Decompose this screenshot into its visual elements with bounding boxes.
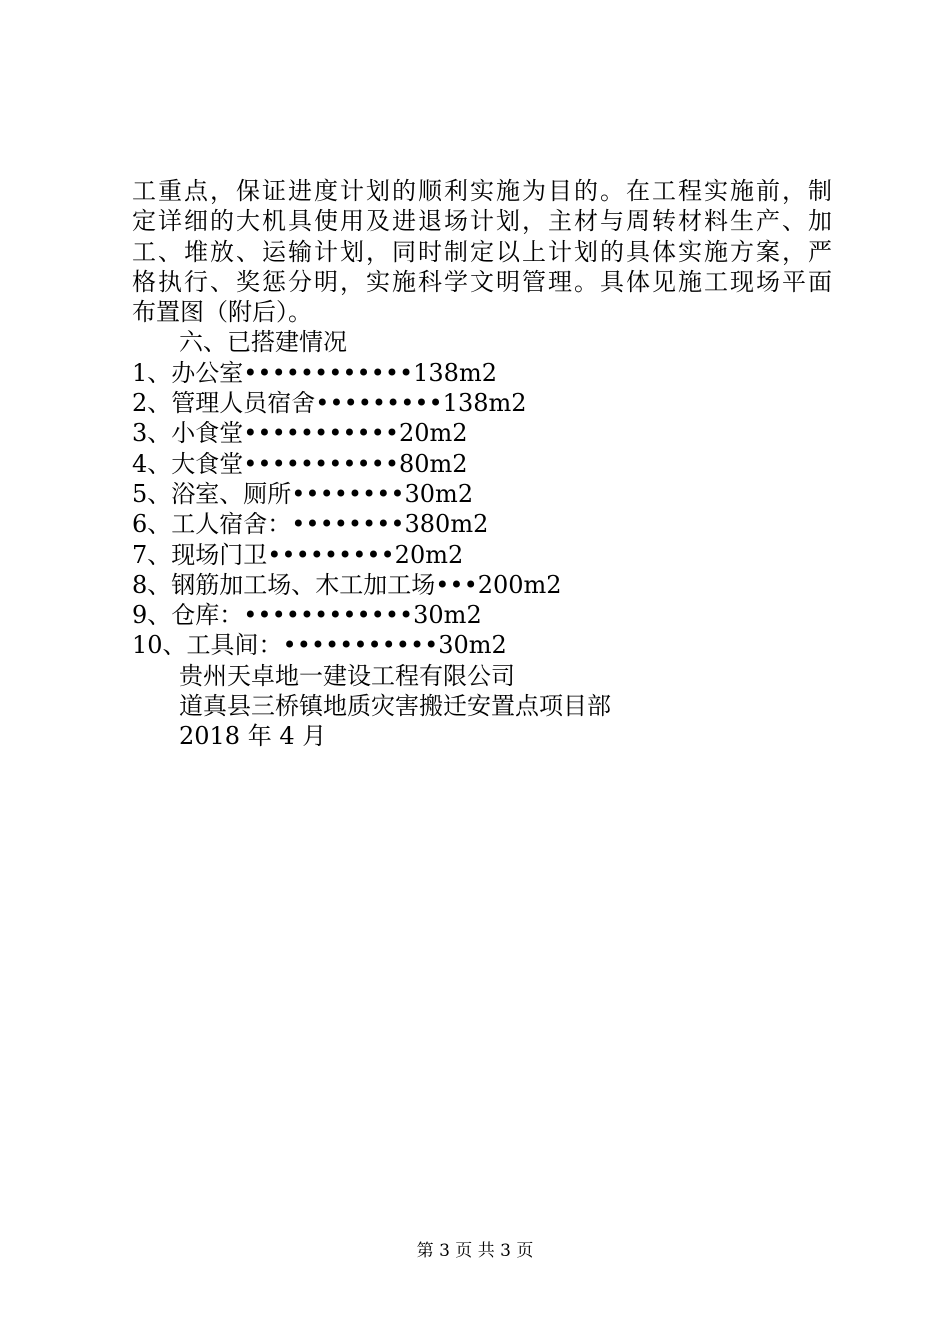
list-item: 8、钢筋加工场、木工加工场•••200m2: [132, 570, 562, 599]
section-heading: 六、已搭建情况: [179, 328, 347, 357]
list-item: 1、办公室••••••••••••138m2: [132, 358, 497, 387]
paragraph-line-1: 工重点，保证进度计划的顺利实施为目的。在工程实施前，制: [132, 177, 832, 205]
document-date: 2018 年 4 月: [179, 722, 327, 751]
list-item: 10、工具间：•••••••••••30m2: [132, 631, 507, 660]
paragraph-line-4: 格执行、奖惩分明，实施科学文明管理。具体见施工现场平面: [132, 267, 832, 296]
list-item: 4、大食堂•••••••••••80m2: [132, 449, 468, 478]
list-item: 5、浴室、厕所••••••••30m2: [132, 479, 474, 508]
paragraph-line-3: 工、堆放、运输计划，同时制定以上计划的具体实施方案，严: [132, 237, 832, 266]
list-item: 3、小食堂•••••••••••20m2: [132, 419, 468, 448]
list-item: 2、管理人员宿舍•••••••••138m2: [132, 389, 527, 418]
paragraph-line-2: 定详细的大机具使用及进退场计划，主材与周转材料生产、加: [132, 207, 832, 236]
document-body: [132, 176, 832, 752]
facility-list: [132, 358, 832, 661]
page-footer: 第 3 页 共 3 页: [416, 1241, 534, 1261]
project-department: 道真县三桥镇地质灾害搬迁安置点项目部: [179, 692, 611, 721]
paragraph-line-5: 布置图（附后）。: [132, 298, 312, 327]
company-name: 贵州天卓地一建设工程有限公司: [179, 661, 515, 690]
list-item: 7、现场门卫•••••••••20m2: [132, 540, 464, 569]
list-item: 9、仓库：••••••••••••30m2: [132, 601, 482, 630]
list-item: 6、工人宿舍：••••••••380m2: [132, 510, 489, 539]
